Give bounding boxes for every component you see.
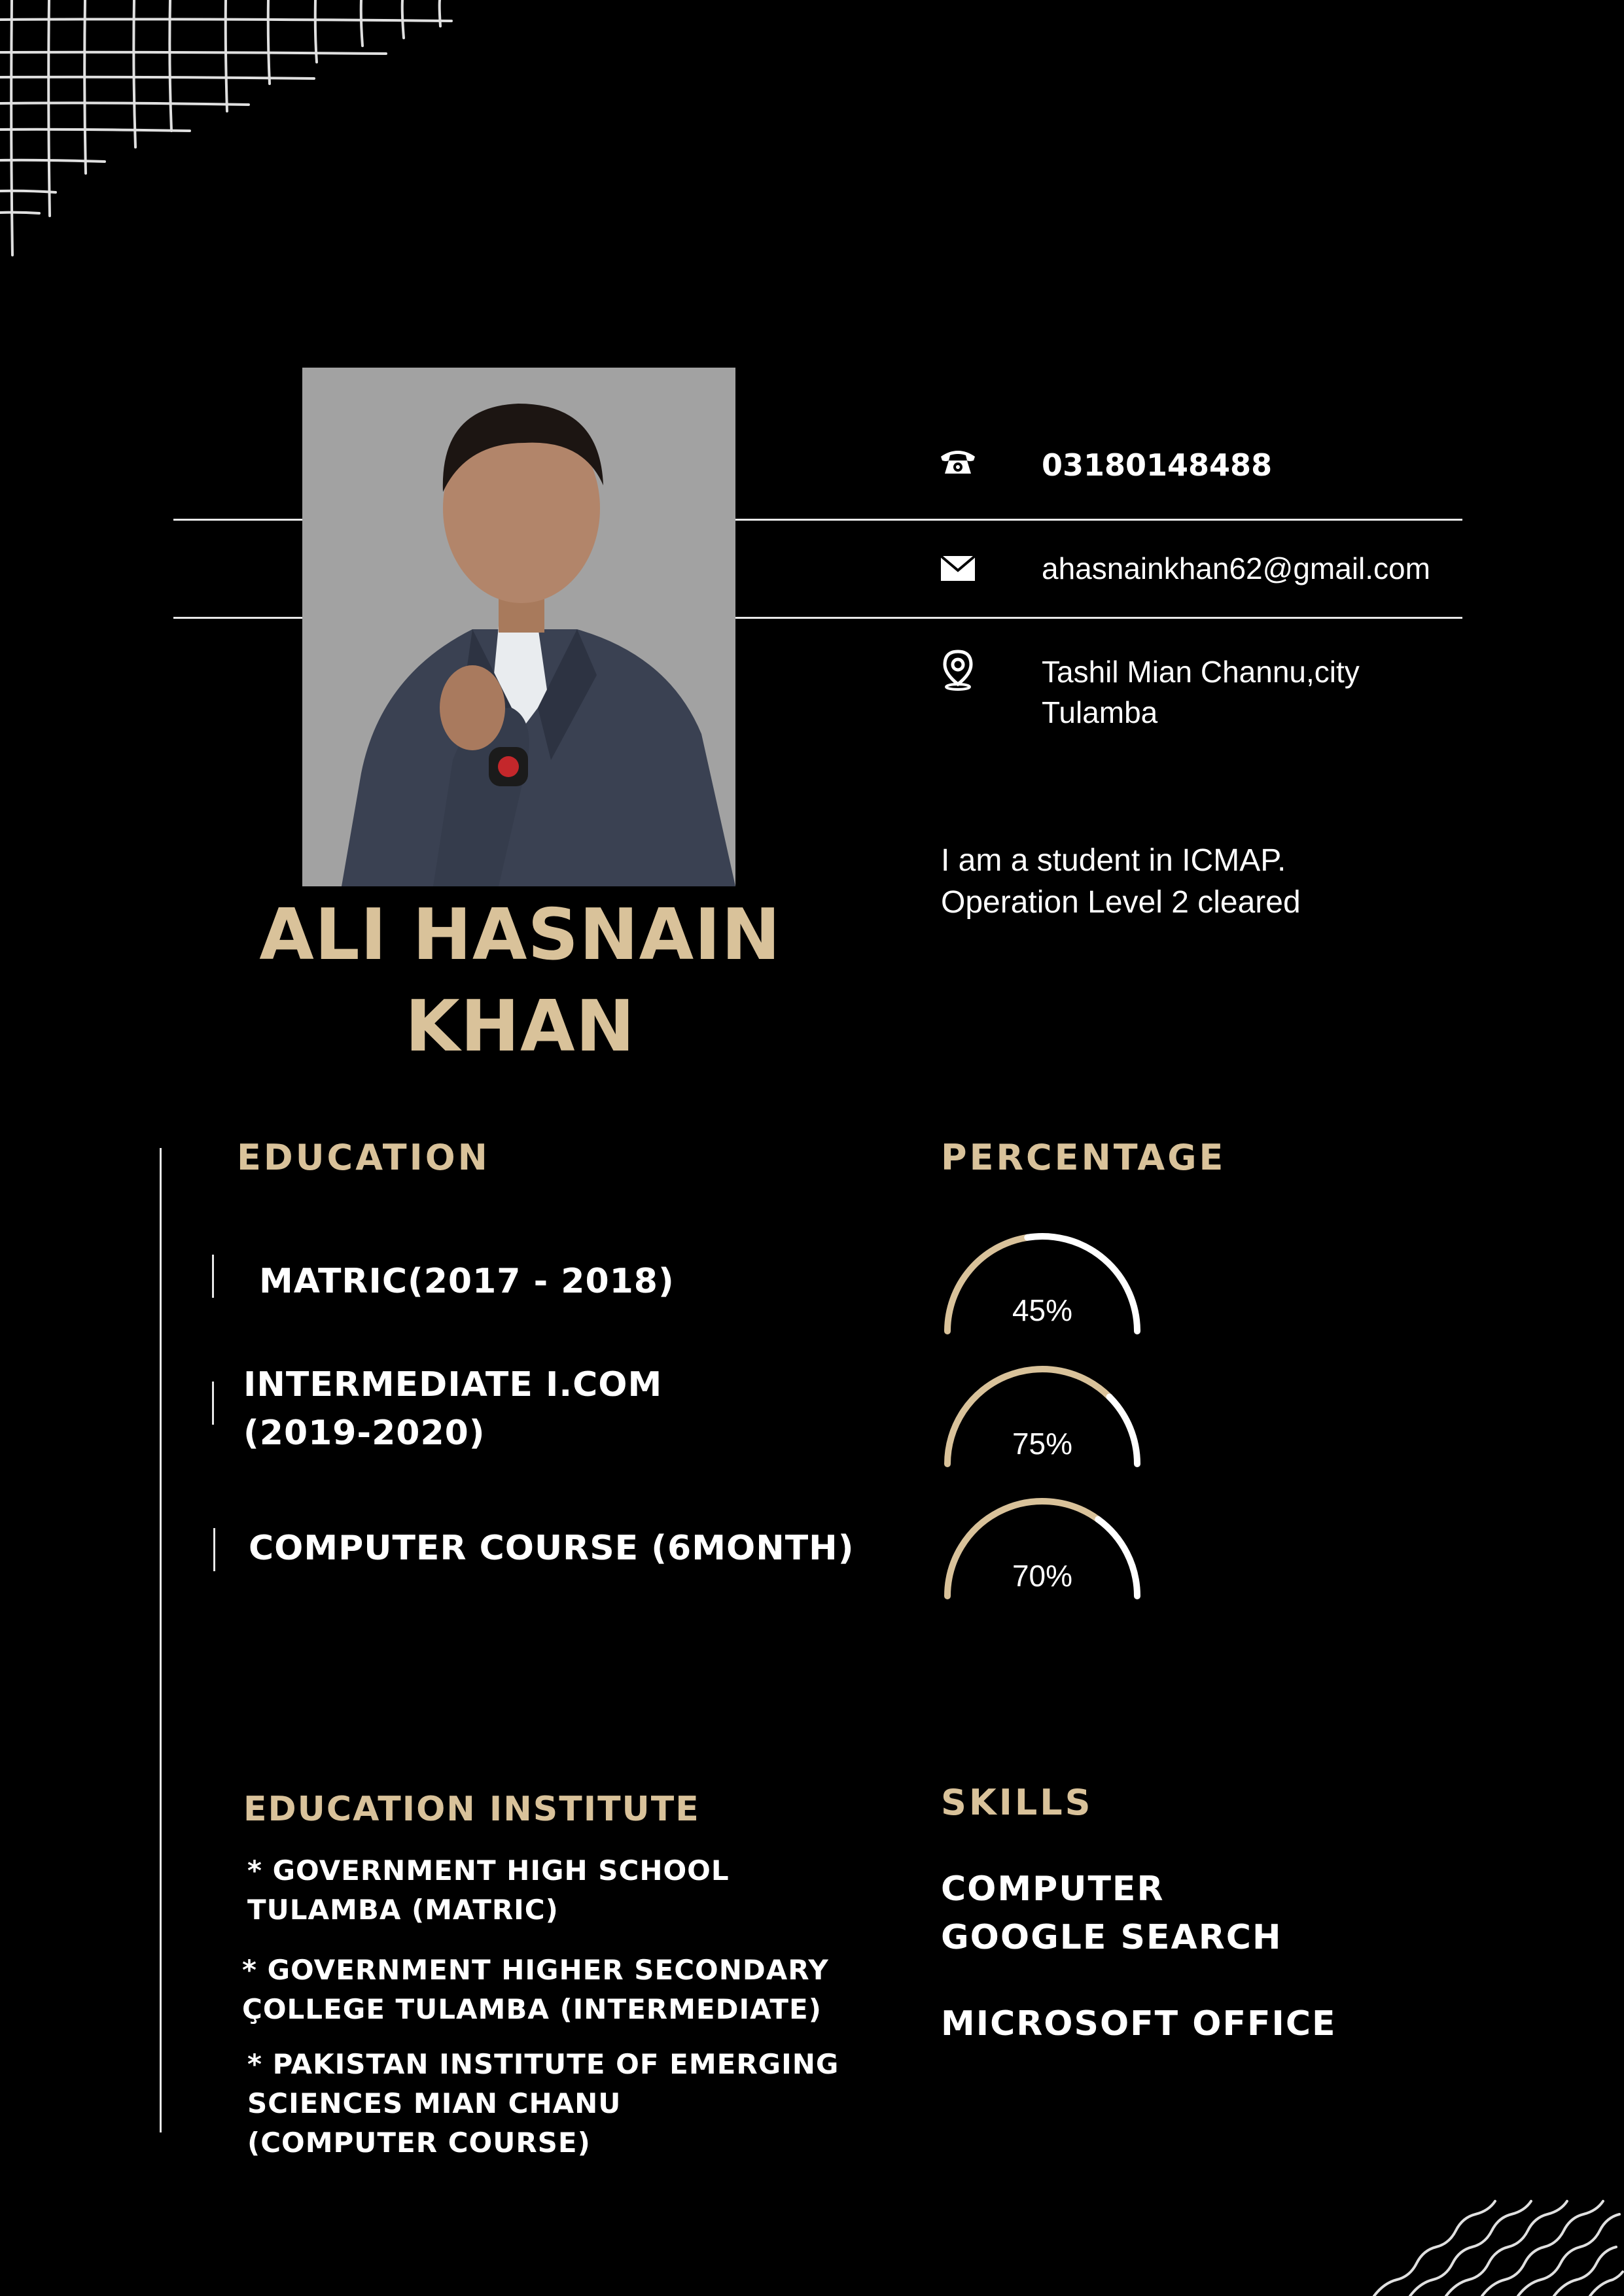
institute-item-1-line2: TULAMBA (MATRIC)	[247, 1894, 559, 1926]
institute-title: EDUCATION INSTITUTE	[243, 1790, 700, 1829]
person-portrait-image	[302, 368, 735, 886]
skill-item-2: GOOGLE SEARCH	[941, 1918, 1282, 1957]
institute-item-3	[247, 2045, 839, 2163]
education-item-2-line2: (2019-2020)	[243, 1414, 485, 1453]
contact-address-line2: Tulamba	[1042, 695, 1158, 729]
institute-item-3-line2: SCIENCES MIAN CHANU	[247, 2087, 622, 2119]
institute-item-3-line3: (COMPUTER COURSE)	[247, 2127, 591, 2159]
profile-photo	[302, 368, 735, 886]
about-line2: Operation Level 2 cleared	[941, 885, 1301, 920]
percentage-label-3: 70%	[1012, 1559, 1073, 1593]
institute-item-2-line1: * GOVERNMENT HIGHER SECONDARY	[242, 1954, 829, 1986]
contact-address	[1042, 652, 1360, 733]
contact-phone[interactable]: 03180148488	[1042, 447, 1273, 483]
profile-name-line2: KHAN	[404, 986, 636, 1068]
decorative-waves	[1361, 2146, 1624, 2296]
institute-item-1-line1: * GOVERNMENT HIGH SCHOOL	[247, 1854, 730, 1887]
institute-item-2	[242, 1951, 829, 2029]
percentage-label-2: 75%	[1012, 1427, 1073, 1461]
percentage-title: PERCENTAGE	[941, 1137, 1226, 1178]
institute-item-1	[247, 1851, 730, 1930]
institute-item-3-line1: * PAKISTAN INSTITUTE OF EMERGING	[247, 2048, 839, 2080]
edu-marker-3	[213, 1528, 215, 1571]
left-vertical-divider	[160, 1148, 162, 2132]
percentage-label-1: 45%	[1012, 1293, 1073, 1327]
about-line1: I am a student in ICMAP.	[941, 843, 1286, 878]
profile-name-line1: ALI HASNAIN	[259, 894, 781, 976]
decorative-grid	[0, 0, 458, 262]
about-text	[941, 840, 1569, 924]
education-item-1-line1: MATRIC(2017 - 2018)	[259, 1262, 675, 1301]
institute-item-2-line2: ÇOLLEGE TULAMBA (INTERMEDIATE)	[242, 1993, 822, 2025]
contact-email[interactable]: ahasnainkhan62@gmail.com	[1042, 551, 1430, 585]
location-pin-icon	[937, 649, 979, 691]
contact-address-line1: Tashil Mian Channu,city	[1042, 655, 1360, 689]
skills-title: SKILLS	[941, 1782, 1093, 1823]
mail-icon	[937, 547, 979, 589]
skill-item-1: COMPUTER	[941, 1870, 1165, 1909]
edu-marker-1	[212, 1255, 214, 1298]
education-item-2	[243, 1361, 662, 1457]
edu-marker-2	[212, 1382, 214, 1425]
education-item-3	[249, 1524, 854, 1573]
skill-item-3: MICROSOFT OFFICE	[941, 2004, 1337, 2044]
profile-name	[222, 890, 818, 1073]
education-item-3-line1: COMPUTER COURSE (6MONTH)	[249, 1529, 855, 1568]
phone-icon	[937, 441, 979, 483]
education-item-1	[259, 1257, 675, 1306]
education-title: EDUCATION	[237, 1137, 490, 1178]
education-item-2-line1: INTERMEDIATE I.COM	[243, 1365, 663, 1404]
